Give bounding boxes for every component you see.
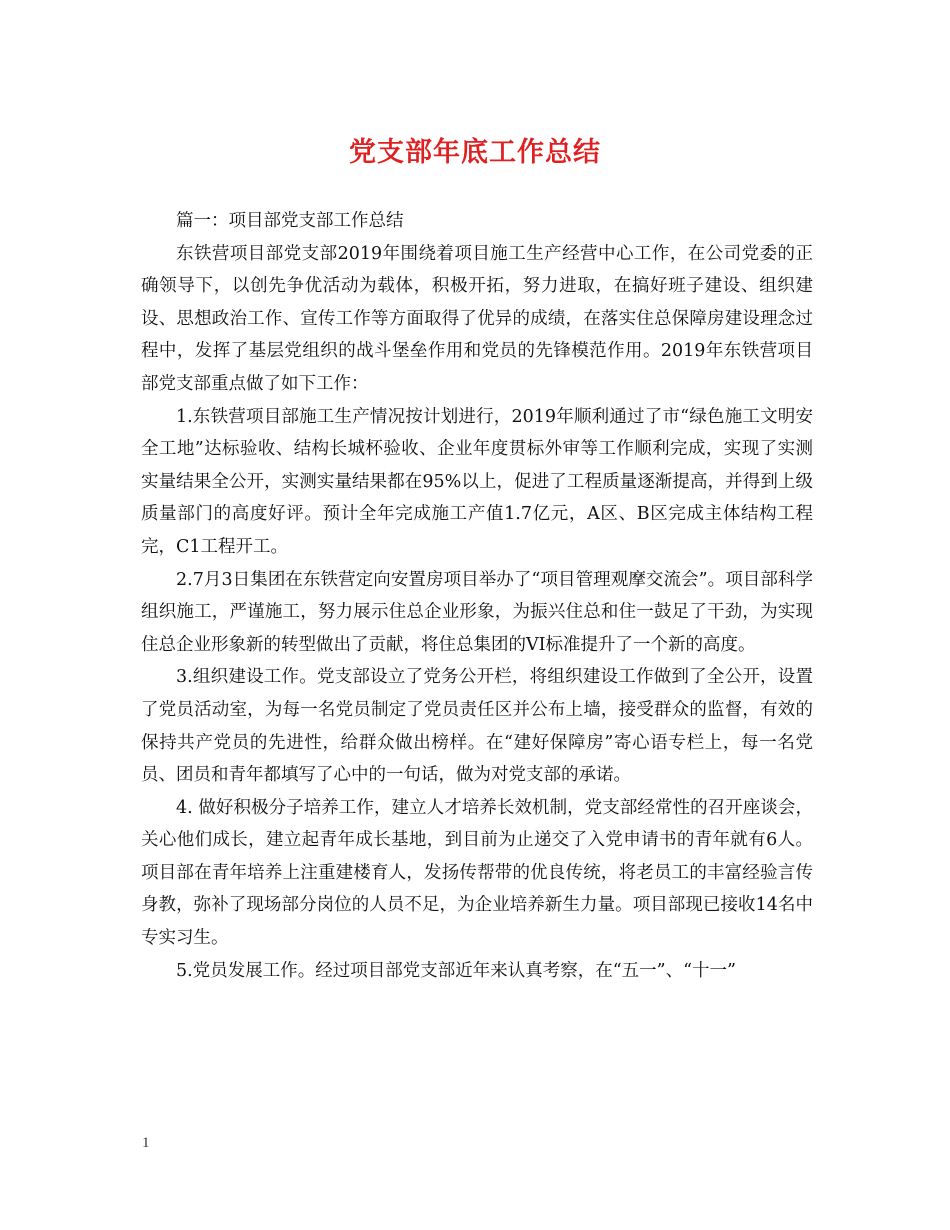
- paragraph-item-3: 3.组织建设工作。党支部设立了党务公开栏，将组织建设工作做到了全公开，设置了党员活动室，为每一名党员制定了党员责任区并公布上墙，接受群众的监督，有效的保持共产党员的先进性，给群众做出榜样。在“建好保障房”寄心语专栏上，每一名党员、团员和青年都填写了心中的一句话，做为对党支部的承诺。: [141, 667, 813, 786]
- paragraph-item-1: 1.东铁营项目部施工生产情况按计划进行，2019年顺利通过了市“绿色施工文明安全工地”达标验收、结构长城杯验收、企业年度贯标外审等工作顺利完成，实现了实测实量结果全公开，实测实量结果都在95%以上，促进了工程质量逐渐提高，并得到上级质量部门的高度好评。预计全年完成施工产值1.7亿元，A区、B区完成主体结构工程完，C1工程开工。: [141, 406, 813, 557]
- paragraph-item-5: 5.党员发展工作。经过项目部党支部近年来认真考察，在“五一”、“十一”: [176, 960, 736, 981]
- document-body: [141, 205, 813, 987]
- page-number: 1: [142, 1135, 150, 1151]
- paragraph-item-2: 2.7月3日集团在东铁营定向安置房项目举办了“项目管理观摩交流会”。项目部科学组织施工，严谨施工，努力展示住总企业形象，为振兴住总和住一鼓足了干劲，为实现住总企业形象新的转型做出了贡献，将住总集团的VI标准提升了一个新的高度。: [141, 569, 813, 655]
- document-title: 党支部年底工作总结: [349, 137, 601, 168]
- paragraph-intro: 东铁营项目部党支部2019年围绕着项目施工生产经营中心工作，在公司党委的正确领导下，以创先争优活动为载体，积极开拓，努力进取，在搞好班子建设、组织建设、思想政治工作、宣传工作等方面取得了优异的成绩，在落实住总保障房建设理念过程中，发挥了基层党组织的战斗堡垒作用和党员的先锋模范作用。2019年东铁营项目部党支部重点做了如下工作：: [141, 243, 813, 394]
- section-heading: 篇一：项目部党支部工作总结: [176, 211, 404, 231]
- paragraph-item-4: 4. 做好积极分子培养工作，建立人才培养长效机制，党支部经常性的召开座谈会，关心他们成长，建立起青年成长基地，到目前为止递交了入党申请书的青年就有6人。项目部在青年培养上注重建楼育人，发扬传帮带的优良传统，将老员工的丰富经验言传身教，弥补了现场部分岗位的人员不足，为企业培养新生力量。项目部现已接收14名中专实习生。: [141, 797, 813, 949]
